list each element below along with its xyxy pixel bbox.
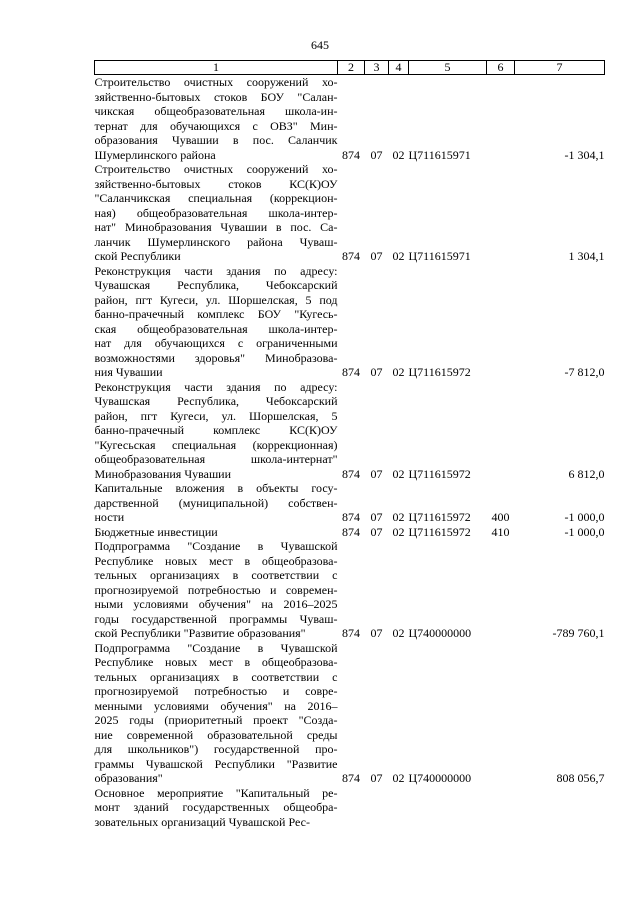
table-row: [95, 75, 605, 163]
description-line: образования Чувашии в пос. Саланчик: [94, 133, 338, 147]
description-line: тельных организациях в соответствии с: [94, 669, 338, 684]
description-line: Строительство очистных сооружений хо-: [94, 75, 338, 89]
cell-section: 07: [370, 510, 383, 524]
cell-subsection: 02: [392, 147, 405, 162]
description-line: ния Чувашии: [94, 365, 163, 379]
cell-expense-type: [487, 264, 515, 380]
description-line: Республике новых мест в общеобразова-: [94, 655, 338, 669]
cell-amount: 808 056,7: [556, 771, 605, 785]
cell-ministry-code: 874: [342, 466, 360, 481]
description-line: Минобразования Чувашии: [94, 466, 232, 481]
column-header: 2: [338, 61, 365, 75]
description-line: Строительство очистных сооружений хо-: [94, 162, 338, 176]
row-description: [95, 786, 338, 830]
cell-target-article: Ц740000000: [408, 626, 472, 640]
description-line: Реконструкция части здания по адресу:: [94, 263, 338, 278]
description-line: ской Республики: [94, 249, 181, 263]
cell-expense-type: 400: [491, 510, 510, 524]
table-body: [95, 75, 605, 830]
description-line: нат" Минобразования Чувашии в пос. Са-: [94, 220, 338, 234]
table-row: [95, 380, 605, 482]
cell-section: 07: [370, 626, 383, 640]
cell-subsection: 02: [392, 510, 405, 524]
cell-amount: -1 304,1: [564, 147, 605, 162]
table-row: [95, 539, 605, 641]
cell-ministry-code: 874: [342, 147, 360, 162]
column-header: 5: [409, 61, 487, 75]
cell-ministry-code: [338, 786, 365, 830]
budget-table: [94, 60, 605, 829]
description-line: банно-прачечный комплекс КС(К)ОУ: [94, 423, 338, 437]
description-line: граммы Чувашской Республики "Развитие: [94, 756, 338, 771]
description-line: Капитальные вложения в объекты госу-: [94, 481, 338, 495]
cell-ministry-code: 874: [342, 771, 360, 785]
description-line: прогнозируемой потребностью и совре-: [94, 684, 338, 698]
description-line: ская общеобразовательная школа-интер-: [94, 321, 338, 336]
cell-expense-type: [487, 162, 515, 264]
description-line: Чувашская Республика, Чебоксарский: [94, 278, 338, 292]
description-line: менными условиями обучения" на 2016–: [94, 698, 338, 713]
cell-target-article: Ц711615972: [408, 365, 471, 379]
cell-ministry-code: 874: [342, 524, 360, 539]
cell-subsection: 02: [392, 524, 405, 539]
description-line: дарственной (муниципальной) собствен-: [94, 495, 338, 510]
table-row: [95, 786, 605, 830]
cell-amount: -789 760,1: [552, 626, 605, 640]
description-line: "Саланчикская специальная (коррекцион-: [94, 191, 338, 205]
column-header: 3: [365, 61, 389, 75]
description-line: Основное мероприятие "Капитальный ре-: [94, 785, 338, 800]
row-description: [95, 162, 338, 264]
cell-section: [365, 786, 389, 830]
row-description: [95, 525, 338, 540]
description-line: монт зданий государственных общеобра-: [94, 800, 338, 814]
cell-amount: [515, 786, 605, 830]
description-line: возможностями здоровья" Минобразова-: [94, 350, 338, 365]
cell-expense-type: 410: [491, 524, 510, 539]
description-line: зяйственно-бытовых стоков БОУ "Салан-: [94, 89, 338, 104]
row-description: [95, 380, 338, 482]
description-line: общеобразовательная школа-интернат": [94, 452, 338, 466]
description-line: "Кугесьская специальная (коррекционная): [94, 437, 338, 452]
table-row: [95, 264, 605, 380]
cell-amount: -7 812,0: [564, 365, 605, 379]
table-row: [95, 641, 605, 786]
cell-target-article: Ц711615972: [408, 510, 471, 524]
description-line: для школьников") государственной про-: [94, 742, 338, 756]
cell-subsection: 02: [392, 771, 405, 785]
column-header: 1: [95, 61, 338, 75]
row-description: [95, 75, 338, 163]
row-description: [95, 641, 338, 786]
table-row: [95, 162, 605, 264]
row-description: [95, 539, 338, 641]
description-line: Республике новых мест в общеобразова-: [94, 553, 338, 568]
description-line: ными условиями обучения" на 2016–2025: [94, 597, 338, 611]
description-line: Бюджетные инвестиции: [94, 524, 218, 539]
table-row: [95, 525, 605, 540]
description-line: ланчик Шумерлинского района Чуваш-: [94, 234, 338, 249]
description-line: район, пгт Кугеси, ул. Шоршелская, 5 под: [94, 292, 338, 307]
page-number: 645: [311, 38, 329, 52]
row-description: [95, 264, 338, 380]
cell-section: 07: [370, 365, 383, 379]
row-description: [95, 481, 338, 525]
description-line: банно-прачечный комплекс БОУ "Кугесь-: [94, 307, 338, 321]
description-line: район, пгт Кугеси, ул. Шоршелская, 5: [94, 408, 338, 423]
table-header-row: [95, 61, 605, 75]
cell-section: 07: [370, 466, 383, 481]
cell-subsection: 02: [392, 466, 405, 481]
description-line: тельных организациях в соответствии с: [94, 568, 338, 582]
description-line: тернат для обучающихся с ОВЗ" Мин-: [94, 118, 338, 133]
cell-subsection: 02: [392, 249, 405, 263]
column-header: 7: [515, 61, 605, 75]
cell-amount: 1 304,1: [568, 249, 605, 263]
description-line: Подпрограмма "Создание в Чувашской: [94, 539, 338, 553]
cell-amount: -1 000,0: [564, 510, 605, 524]
description-line: образования": [94, 771, 163, 785]
cell-target-article: [409, 786, 487, 830]
cell-section: 07: [370, 147, 383, 162]
cell-expense-type: [487, 539, 515, 641]
description-line: Чувашская Республика, Чебоксарский: [94, 394, 338, 408]
cell-expense-type: [487, 75, 515, 163]
cell-target-article: Ц711615972: [408, 466, 471, 481]
description-line: нат для обучающихся с ограниченными: [94, 336, 338, 350]
description-line: Реконструкция части здания по адресу:: [94, 379, 338, 394]
cell-ministry-code: 874: [342, 249, 360, 263]
cell-ministry-code: 874: [342, 365, 360, 379]
cell-ministry-code: 874: [342, 626, 360, 640]
description-line: ная) общеобразовательная школа-интер-: [94, 205, 338, 220]
cell-target-article: Ц711615971: [408, 147, 471, 162]
cell-section: 07: [370, 771, 383, 785]
description-line: прогнозируемой потребностью и современ-: [94, 582, 338, 597]
cell-amount: -1 000,0: [564, 524, 605, 539]
description-line: зяйственно-бытовых стоков КС(К)ОУ: [94, 176, 338, 191]
description-line: чикская общеобразовательная школа-ин-: [94, 104, 338, 118]
description-line: ской Республики "Развитие образования": [94, 626, 306, 640]
description-line: ние современной образовательной среды: [94, 727, 338, 742]
cell-section: 07: [370, 249, 383, 263]
cell-amount: 6 812,0: [568, 466, 605, 481]
description-line: Подпрограмма "Создание в Чувашской: [94, 640, 338, 655]
cell-section: 07: [370, 524, 383, 539]
cell-subsection: [389, 786, 409, 830]
cell-subsection: 02: [392, 365, 405, 379]
column-header: 6: [487, 61, 515, 75]
cell-expense-type: [487, 380, 515, 482]
cell-ministry-code: 874: [342, 510, 360, 524]
cell-subsection: 02: [392, 626, 405, 640]
column-header: 4: [389, 61, 409, 75]
cell-target-article: Ц711615972: [408, 524, 471, 539]
description-line: зовательных организаций Чувашской Рес-: [94, 814, 310, 829]
cell-target-article: Ц711615971: [408, 249, 471, 263]
cell-expense-type: [487, 786, 515, 830]
description-line: 2025 годы (приоритетный проект "Созда-: [94, 713, 338, 727]
table-row: [95, 481, 605, 525]
cell-expense-type: [487, 641, 515, 786]
description-line: годы государственной программы Чуваш-: [94, 611, 338, 626]
description-line: Шумерлинского района: [94, 147, 216, 162]
description-line: ности: [94, 510, 125, 524]
cell-target-article: Ц740000000: [408, 771, 472, 785]
